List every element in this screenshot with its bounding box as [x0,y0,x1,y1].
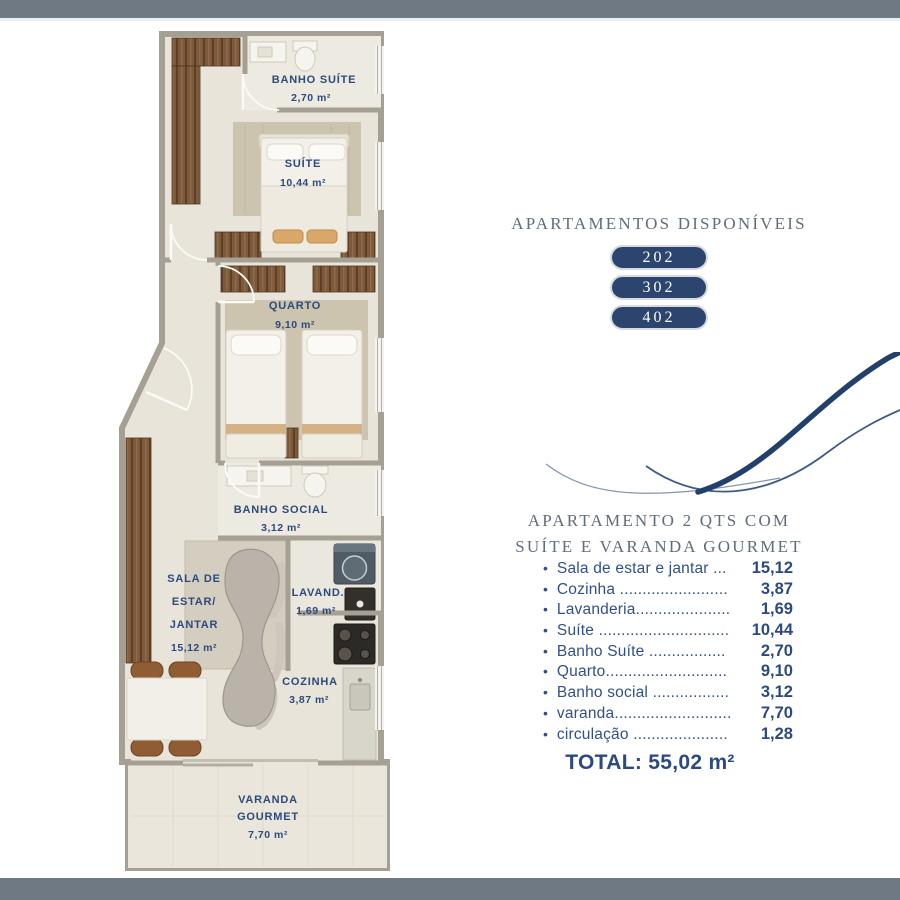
list-item [543,662,793,683]
room-label: circulação ..................... [556,725,728,743]
room-label: Suíte ............................. [556,622,730,640]
room-label-banho-suite: BANHO SUÍTE [271,74,357,86]
room-area-quarto: 9,10 m² [275,319,315,331]
quarto-dresser-right [313,266,375,292]
bullet-icon: • [543,560,548,576]
bullet-icon: • [543,642,548,659]
room-label-banho-social: BANHO SOCIAL [233,504,329,516]
bullet-icon: • [543,622,548,639]
room-area-cozinha: 3,87 m² [289,694,329,706]
room-area-banho-suite: 2,70 m² [291,92,331,104]
room-area-varanda: 7,70 m² [248,829,288,841]
list-item [543,600,793,621]
banho-suite-toilet [293,41,317,71]
room-label: Banho Suíte ................. [556,642,726,660]
suite-wardrobe-top [172,38,240,66]
room-label-cozinha: COZINHA [282,676,338,688]
room-area-value: 15,12 [751,559,793,577]
unit-button-402[interactable]: 402 [610,305,708,330]
quarto-bed-right [302,330,362,458]
room-area-lavand: 1,69 m² [296,605,336,617]
room-area-value: 3,12 [760,683,793,702]
bullet-icon: • [543,601,548,618]
total-area: TOTAL: 55,02 m² [565,751,735,774]
bottom-accent-bar [0,878,900,900]
room-label-sala-1: SALA DE [167,573,221,585]
quarto-dresser-left [221,266,285,292]
bullet-icon: • [543,580,548,597]
kitchen-counter [343,668,376,760]
unit-button-202[interactable]: 202 [610,245,708,270]
room-area-value: 1,28 [760,724,793,743]
room-label-varanda-2: GOURMET [237,811,299,823]
room-label: Quarto........................... [556,663,728,681]
room-label-suite: SUÍTE [284,158,322,170]
quarto-bed-left [226,330,286,458]
bullet-icon: • [543,704,548,721]
room-label: Lavanderia..................... [556,601,731,619]
list-item [543,559,793,580]
list-item [543,642,793,663]
wave-decoration [540,352,900,504]
suite-wardrobe-side [172,66,200,204]
banho-social-toilet [302,466,328,497]
room-label-lavand: LAVAND. [291,587,345,599]
room-label-varanda-1: VARANDA [238,794,298,806]
list-item [543,725,793,746]
washing-machine [334,544,375,584]
room-label: varanda.......................... [556,704,732,722]
list-item [543,580,793,601]
available-apartments-title: APARTAMENTOS DISPONÍVEIS [511,214,807,233]
suite-bed [259,134,349,252]
suite-bench-left [215,232,261,258]
room-label: Sala de estar e jantar ... [556,560,727,577]
room-area-value: 7,70 [760,703,793,722]
room-area-value: 9,10 [760,662,793,681]
floor-plan [113,26,398,878]
room-label-quarto: QUARTO [268,300,322,312]
list-item [543,704,793,725]
room-area-suite: 10,44 m² [279,177,327,189]
apartment-description-title [424,508,894,560]
room-label-sala-3: JANTAR [169,619,219,631]
bullet-icon: • [543,684,548,701]
unit-pills [424,245,894,330]
stove [334,624,375,664]
room-label: Banho social ................. [556,684,730,702]
list-item [543,683,793,704]
banho-suite-sink [250,42,286,62]
unit-button-302[interactable]: 302 [610,275,708,300]
room-label: Cozinha ........................ [556,580,728,598]
description-line-1: APARTAMENTO 2 QTS COM [527,511,791,530]
room-area-sala: 15,12 m² [170,642,218,654]
room-area-value: 2,70 [760,641,793,660]
top-accent-bar [0,0,900,21]
room-area-value: 3,87 [760,579,793,598]
list-item [543,621,793,642]
room-area-value: 1,69 [760,600,793,619]
room-areas-list [543,559,793,745]
bullet-icon: • [543,725,548,742]
description-line-2: SUÍTE E VARANDA GOURMET [515,537,803,556]
room-area-value: 10,44 [751,621,793,640]
sala-sideboard [126,438,151,663]
room-area-banho-social: 3,12 m² [261,522,301,534]
bullet-icon: • [543,663,548,680]
room-label-sala-2: ESTAR/ [171,596,217,608]
